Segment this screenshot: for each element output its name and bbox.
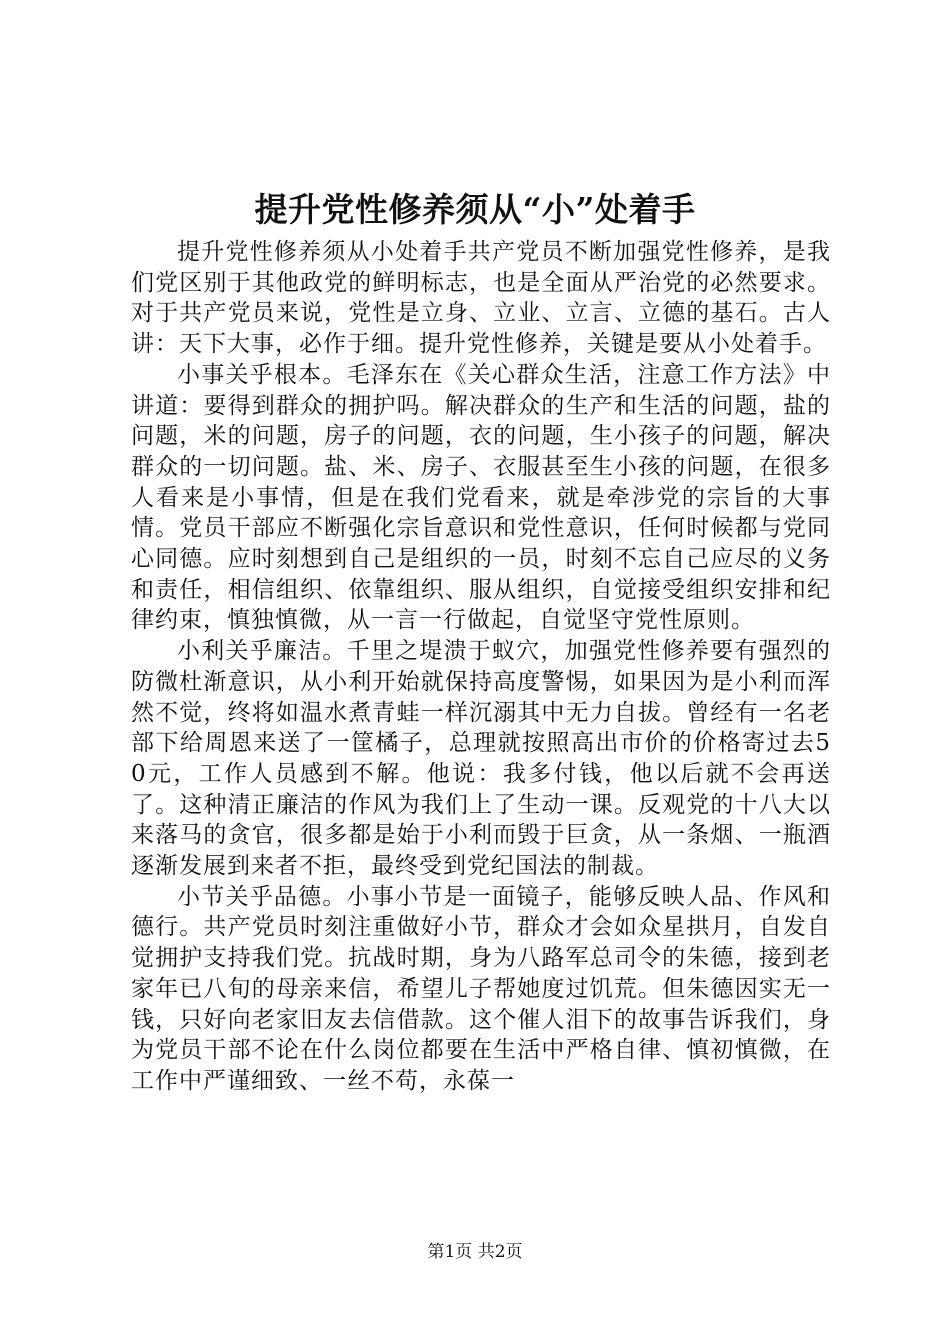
document-title: 提升党性修养须从“小”处着手	[254, 190, 696, 229]
paragraph-intro: 提升党性修养须从小处着手共产党员不断加强党性修养，是我们党区别于其他政党的鲜明标志，也是全面从严治党的必然要求。对于共产党员来说，党性是立身、立业、立言、立德的基石。古人讲：天下大事，必作于细。提升党性修养，关键是要从小处着手。	[131, 239, 831, 358]
document-body	[131, 237, 831, 1097]
paragraph-small-details: 小节关乎品德。小事小节是一面镜子，能够反映人品、作风和德行。共产党员时刻注重做好小节，群众才会如众星拱月，自发自觉拥护支持我们党。抗战时期，身为八路军总司令的朱德，接到老家年已八旬的母亲来信，希望儿子帮她度过饥荒。但朱德因实无一钱，只好向老家旧友去信借款。这个催人泪下的故事告诉我们，身为党员干部不论在什么岗位都要在生活中严格自律、慎初慎微，在工作中严谨细致、一丝不苟，永葆一	[131, 883, 831, 1094]
paragraph-small-matters: 小事关乎根本。毛泽东在《关心群众生活，注意工作方法》中讲道：要得到群众的拥护吗。解决群众的生产和生活的问题，盐的问题，米的问题，房子的问题，衣的问题，生小孩子的问题，解决群众的一切问题。盐、米、房子、衣服甚至生小孩的问题，在很多人看来是小事情，但是在我们党看来，就是牵涉党的宗旨的大事情。党员干部应不断强化宗旨意识和党性意识，任何时候都与党同心同德。应时刻想到自己是组织的一员，时刻不忘自己应尽的义务和责任，相信组织、依靠组织、服从组织，自觉接受组织安排和纪律约束，慎独慎微，从一言一行做起，自觉坚守党性原则。	[131, 361, 831, 634]
page-number-footer: 第1页 共2页	[427, 1242, 523, 1262]
paragraph-small-gains: 小利关乎廉洁。千里之堤溃于蚁穴，加强党性修养要有强烈的防微杜渐意识，从小利开始就保持高度警惕，如果因为是小利而浑然不觉，终将如温水煮青蛙一样沉溺其中无力自拔。曾经有一名老部下给周恩来送了一筐橘子，总理就按照高出市价的价格寄过去50元，工作人员感到不解。他说：我多付钱，他以后就不会再送了。这种清正廉洁的作风为我们上了生动一课。反观党的十八大以来落马的贪官，很多都是始于小利而毁于巨贪，从一条烟、一瓶酒逐渐发展到来者不拒，最终受到党纪国法的制裁。	[131, 638, 831, 880]
